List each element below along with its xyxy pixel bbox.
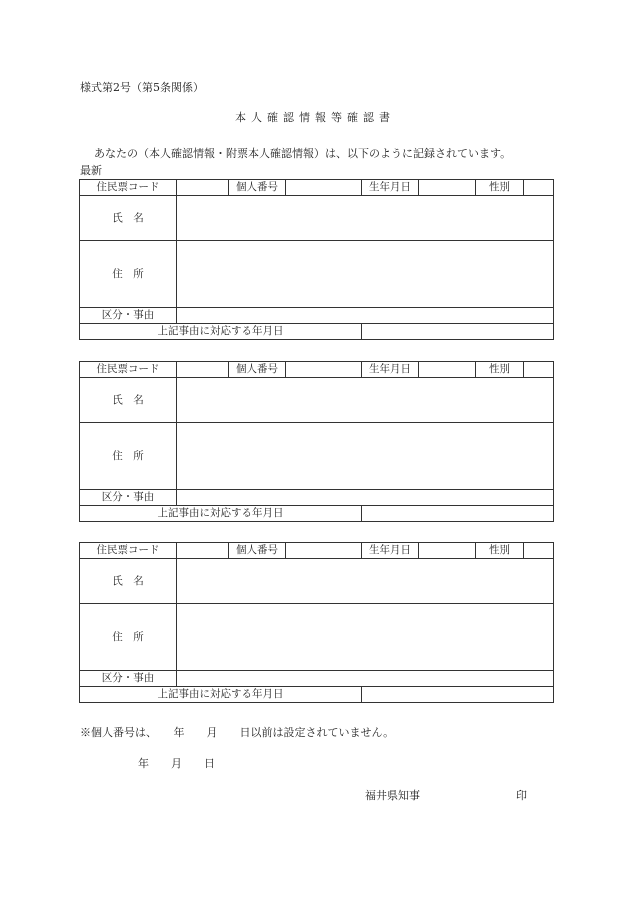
- division-reason-label: 区分・事由: [80, 671, 177, 687]
- birth-date-label: 生年月日: [362, 180, 419, 196]
- resident-code-label: 住民票コード: [80, 543, 177, 559]
- address-label: 住 所: [80, 604, 177, 671]
- personal-number-value: [286, 362, 362, 378]
- gender-label: 性別: [476, 362, 524, 378]
- name-value: [177, 196, 554, 241]
- personal-number-label: 個人番号: [229, 180, 286, 196]
- form-number: 様式第2号（第5条関係）: [80, 81, 204, 94]
- personal-number-value: [286, 180, 362, 196]
- reason-date-label: 上記事由に対応する年月日: [80, 687, 362, 703]
- issue-date: 年 月 日: [138, 757, 215, 770]
- name-value: [177, 378, 554, 423]
- birth-date-label: 生年月日: [362, 543, 419, 559]
- personal-number-label: 個人番号: [229, 362, 286, 378]
- reason-date-value: [362, 506, 554, 522]
- gender-label: 性別: [476, 543, 524, 559]
- document-title: 本人確認情報等確認書: [235, 111, 395, 124]
- address-value: [177, 241, 554, 308]
- birth-date-label: 生年月日: [362, 362, 419, 378]
- name-label: 氏 名: [80, 378, 177, 423]
- address-value: [177, 423, 554, 490]
- record-table-1: [79, 179, 554, 340]
- name-label: 氏 名: [80, 196, 177, 241]
- reason-date-label: 上記事由に対応する年月日: [80, 324, 362, 340]
- reason-date-value: [362, 324, 554, 340]
- intro-text: あなたの（本人確認情報・附票本人確認情報）は、以下のように記録されています。: [94, 147, 512, 160]
- address-value: [177, 604, 554, 671]
- division-reason-value: [177, 308, 554, 324]
- division-reason-label: 区分・事由: [80, 308, 177, 324]
- division-reason-label: 区分・事由: [80, 490, 177, 506]
- gender-value: [524, 543, 554, 559]
- reason-date-label: 上記事由に対応する年月日: [80, 506, 362, 522]
- resident-code-value: [177, 362, 229, 378]
- latest-label: 最新: [80, 164, 102, 177]
- record-table-3: [79, 542, 554, 703]
- resident-code-value: [177, 180, 229, 196]
- division-reason-value: [177, 671, 554, 687]
- address-label: 住 所: [80, 241, 177, 308]
- birth-date-value: [419, 362, 476, 378]
- address-label: 住 所: [80, 423, 177, 490]
- name-label: 氏 名: [80, 559, 177, 604]
- resident-code-label: 住民票コード: [80, 362, 177, 378]
- name-value: [177, 559, 554, 604]
- birth-date-value: [419, 543, 476, 559]
- issuer-name: 福井県知事: [365, 789, 420, 802]
- gender-value: [524, 362, 554, 378]
- division-reason-value: [177, 490, 554, 506]
- personal-number-value: [286, 543, 362, 559]
- reason-date-value: [362, 687, 554, 703]
- resident-code-value: [177, 543, 229, 559]
- birth-date-value: [419, 180, 476, 196]
- resident-code-label: 住民票コード: [80, 180, 177, 196]
- record-table-2: [79, 361, 554, 522]
- gender-value: [524, 180, 554, 196]
- personal-number-note: ※個人番号は、 年 月 日以前は設定されていません。: [80, 726, 395, 739]
- seal-mark: 印: [516, 789, 527, 802]
- gender-label: 性別: [476, 180, 524, 196]
- personal-number-label: 個人番号: [229, 543, 286, 559]
